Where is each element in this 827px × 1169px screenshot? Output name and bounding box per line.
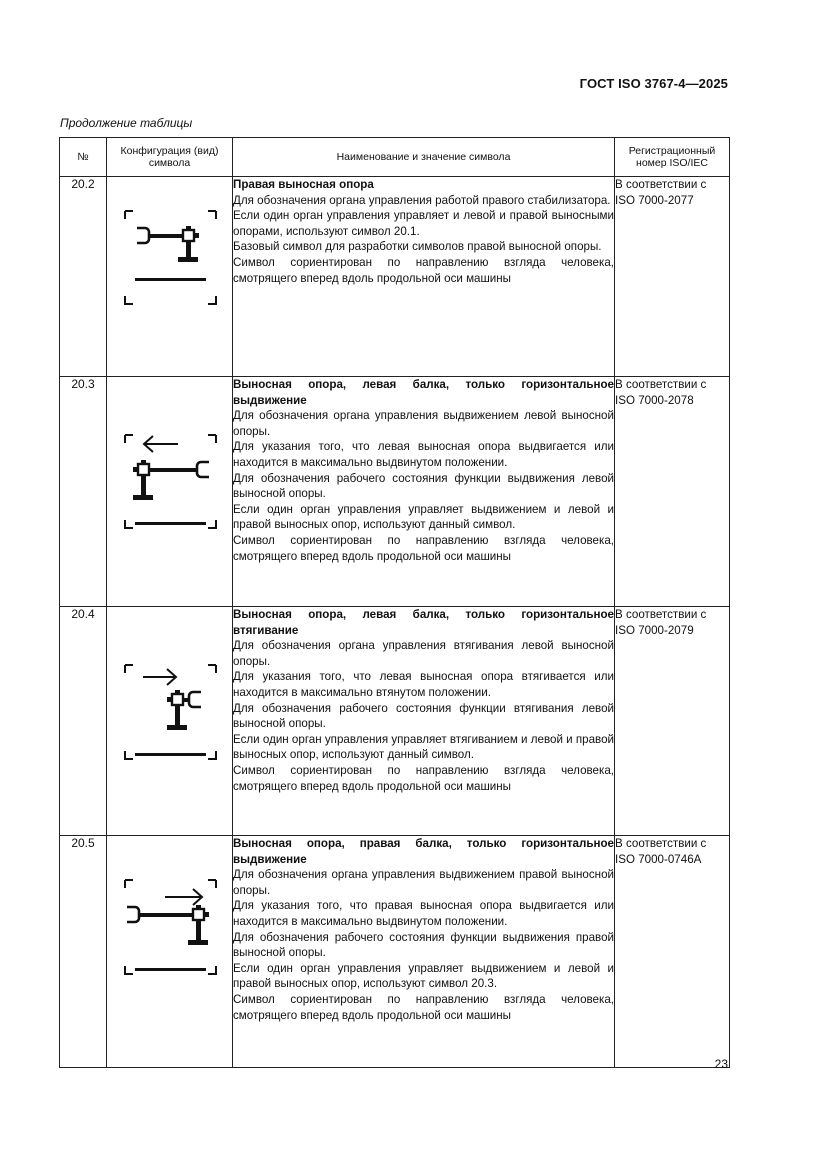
left-outrigger-beam-retract-symbol-icon [107, 607, 233, 835]
description-line: Для указания того, что левая выносная опора выдвигается или находится в максимально выдвинутом положении. [233, 440, 614, 469]
symbol-cell [107, 836, 233, 1068]
description-line: Для обозначения органа управления выдвижением левой выносной опоры. [233, 409, 614, 438]
column-header-name-meaning: Наименование и значение символа [233, 138, 615, 177]
description-line: Базовый символ для разработки символов правой выносной опоры. [233, 240, 602, 254]
description-line: Для обозначения органа управления втягивания левой выносной опоры. [233, 639, 614, 668]
description-line: Для обозначения органа управления работой правого стабилизатора. [233, 193, 611, 207]
symbol-description [233, 177, 615, 377]
row-number: 20.5 [60, 836, 107, 1068]
symbol-description [233, 836, 615, 1068]
row-number: 20.4 [60, 607, 107, 836]
symbol-cell [107, 607, 233, 836]
registration-number: В соответствии с ISO 7000-0746A [615, 836, 730, 1068]
symbol-cell [107, 177, 233, 377]
description-line: Символ сориентирован по направлению взгляда человека, смотрящего вперед вдоль продольной оси машины [233, 992, 614, 1022]
description-line: Для обозначения рабочего состояния функции выдвижения левой выносной опоры. [233, 471, 614, 501]
description-line: Символ сориентирован по направлению взгляда человека, смотрящего вперед вдоль продольной оси машины [233, 533, 614, 563]
symbol-title: Правая выносная опора [233, 178, 374, 191]
table-row [60, 177, 730, 377]
document-header: ГОСТ ISO 3767-4—2025 [579, 76, 728, 91]
symbol-description [233, 377, 615, 607]
description-line: Для указания того, что левая выносная опора втягивается или находится в максимально втянутом положении. [233, 670, 614, 699]
table-continuation-label: Продолжение таблицы [60, 116, 193, 130]
row-number: 20.3 [60, 377, 107, 607]
registration-number: В соответствии с ISO 7000-2078 [615, 377, 730, 607]
description-line: Для обозначения рабочего состояния функции выдвижения правой выносной опоры. [233, 930, 614, 960]
description-line: Для обозначения рабочего состояния функции втягивания левой выносной опоры. [233, 701, 614, 731]
table-row [60, 607, 730, 836]
right-outrigger-symbol-icon [107, 177, 233, 376]
description-line: Если один орган управления управляет и левой и правой выносными опорами, используют символ 20.1. [233, 209, 614, 238]
symbol-title: Выносная опора, левая балка, только горизонтальное выдвижение [233, 378, 614, 407]
registration-number: В соответствии с ISO 7000-2079 [615, 607, 730, 836]
description-line: Символ сориентирован по направлению взгляда человека, смотрящего вперед вдоль продольной оси машины [233, 763, 614, 793]
left-outrigger-beam-extend-symbol-icon [107, 377, 233, 606]
right-outrigger-beam-extend-symbol-icon [107, 836, 233, 1067]
description-line: Если один орган управления управляет втягиванием и левой и правой выносных опор, используют данный символ. [233, 732, 614, 762]
symbol-title: Выносная опора, левая балка, только горизонтальное втягивание [233, 608, 614, 637]
symbols-table [59, 137, 730, 1068]
row-number: 20.2 [60, 177, 107, 377]
description-line: Для указания того, что правая выносная опора выдвигается или находится в максимально выдвинутом положении. [233, 899, 614, 928]
description-line: Для обозначения органа управления выдвижением правой выносной опоры. [233, 868, 614, 897]
table-header-row [60, 138, 730, 177]
symbol-title: Выносная опора, правая балка, только горизонтальное выдвижение [233, 837, 614, 866]
table-row [60, 836, 730, 1068]
description-line: Если один орган управления управляет выдвижением и левой и правой выносных опор, используют символ 20.3. [233, 961, 614, 991]
symbol-description [233, 607, 615, 836]
description-line: Символ сориентирован по направлению взгляда человека, смотрящего вперед вдоль продольной оси машины [233, 255, 614, 285]
description-line: Если один орган управления управляет выдвижением и левой и правой выносных опор, используют данный символ. [233, 502, 614, 532]
symbol-cell [107, 377, 233, 607]
column-header-registration: Регистрационный номер ISO/IEC [615, 138, 730, 177]
registration-number: В соответствии с ISO 7000-2077 [615, 177, 730, 377]
column-header-number: № [60, 138, 107, 177]
page-number: 23 [714, 1057, 728, 1071]
column-header-configuration: Конфигурация (вид) символа [107, 138, 233, 177]
table-row [60, 377, 730, 607]
